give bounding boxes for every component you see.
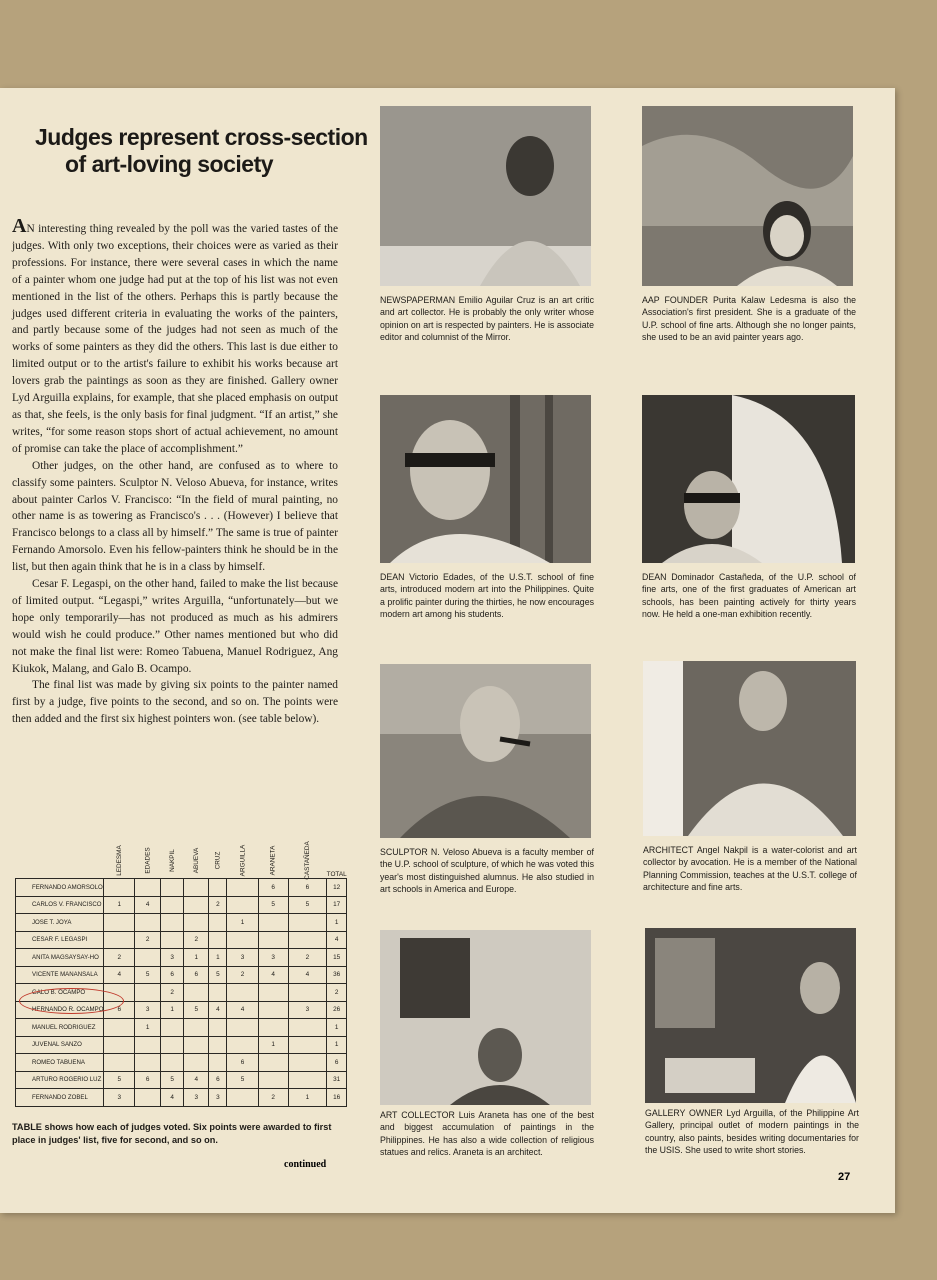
vote-cell: 5: [184, 1001, 209, 1019]
table-row: [16, 1054, 347, 1072]
vote-cell: [184, 1054, 209, 1072]
painter-name: ROMEO TABUENA: [16, 1054, 104, 1072]
vote-cell: 3: [209, 1089, 227, 1107]
header-edades: EDADES: [144, 847, 152, 874]
vote-cell: 5: [104, 1071, 135, 1089]
vote-cell: [288, 984, 327, 1002]
vote-cell: [209, 1019, 227, 1037]
vote-cell: 3: [135, 1001, 161, 1019]
vote-cell: [104, 1019, 135, 1037]
vote-cell: 1: [104, 896, 135, 914]
vote-cell: 5: [258, 896, 288, 914]
header-nakpil: NAKPIL: [168, 849, 176, 872]
vote-cell: 6: [184, 966, 209, 984]
table-row: [16, 1089, 347, 1107]
vote-cell: [184, 1019, 209, 1037]
vote-cell: [258, 931, 288, 949]
vote-cell: [184, 914, 209, 932]
vote-cell: 5: [161, 1071, 184, 1089]
table-row: [16, 914, 347, 932]
vote-cell: 4: [161, 1089, 184, 1107]
total-cell: 1: [327, 1019, 347, 1037]
vote-cell: 4: [227, 1001, 259, 1019]
vote-cell: [258, 1054, 288, 1072]
vote-cell: 1: [161, 1001, 184, 1019]
vote-cell: 5: [135, 966, 161, 984]
vote-cell: 1: [258, 1036, 288, 1054]
vote-cell: [184, 879, 209, 897]
vote-cell: [227, 1089, 259, 1107]
total-cell: 6: [327, 1054, 347, 1072]
vote-cell: [161, 896, 184, 914]
caption-castaneda: DEAN Dominador Castañeda, of the U.P. school of fine arts, one of the first graduates of American art schools, has been painting actively for thirty years now. He held a one-man exhibition recently.: [642, 572, 856, 619]
vote-cell: 4: [184, 1071, 209, 1089]
caption-cruz: NEWSPAPERMAN Emilio Aguilar Cruz is an art critic and art collector. He is probably the only writer whose opinion on art is respected by painters. He is associate editor and columnist of the Mirror.: [380, 295, 594, 342]
page-number: 27: [838, 1171, 851, 1183]
vote-cell: 4: [258, 966, 288, 984]
vote-cell: 1: [135, 1019, 161, 1037]
vote-cell: [258, 1019, 288, 1037]
vote-cell: 6: [209, 1071, 227, 1089]
vote-cell: 3: [288, 1001, 327, 1019]
vote-cell: 5: [209, 966, 227, 984]
total-cell: 4: [327, 931, 347, 949]
vote-cell: 4: [288, 966, 327, 984]
vote-cell: [184, 896, 209, 914]
vote-cell: 2: [288, 949, 327, 967]
header-abueva: ABUEVA: [192, 847, 200, 874]
painter-name: ARTURO ROGERIO LUZ: [16, 1071, 104, 1089]
vote-cell: [184, 1036, 209, 1054]
vote-cell: [209, 984, 227, 1002]
vote-cell: 2: [227, 966, 259, 984]
vote-cell: [227, 1019, 259, 1037]
vote-cell: [104, 914, 135, 932]
article-paragraph-3: Cesar F. Legaspi, on the other hand, failed to make the list because of limited output. “Legaspi,” writes Arguilla, “unfortunately—but we hope only temporarily—has not produced as much as his admirers would wish he could produce.” Other names mentioned but who did not make the final list were: Romeo Tabuena, Manuel Rodriguez, Ang Kiukok, Malang, and Galo B. Ocampo.: [12, 578, 338, 675]
caption-ledesma: AAP FOUNDER Purita Kalaw Ledesma is also the Association's first president. She is a graduate of the U.P. school of fine arts. Although she no longer paints, she used to be an avid painter years ago.: [642, 295, 856, 342]
caption-edades: DEAN Victorio Edades, of the U.S.T. school of fine arts, introduced modern art into the Philippines. Quite a prolific painter during the thirties, he now encourages modern art among his students.: [380, 572, 594, 619]
total-cell: 17: [327, 896, 347, 914]
vote-cell: 4: [135, 896, 161, 914]
table-row: [16, 896, 347, 914]
magazine-page: [0, 88, 895, 1213]
painter-name: GALO B. OCAMPO: [16, 984, 104, 1002]
photo-n-veloso-abueva: [380, 664, 591, 838]
hand-drawn-circle: [19, 988, 124, 1014]
photo-lyd-arguilla: [645, 928, 856, 1103]
vote-cell: 4: [209, 1001, 227, 1019]
vote-cell: [209, 1036, 227, 1054]
vote-cell: 6: [161, 966, 184, 984]
header-araneta: ARANETA: [269, 845, 277, 876]
vote-cell: 1: [184, 949, 209, 967]
vote-cell: [288, 1054, 327, 1072]
vote-cell: [288, 1071, 327, 1089]
article-paragraph-1: AN interesting thing revealed by the poll was the varied tastes of the judges. With only two exceptions, their choices were as varied as their professions. For instance, there were several cases in which the name of a painter whom one judge had put at the top of his list was not even mentioned in the list of the others. Perhaps this is partly because the judges used different criteria in evaluating the works of the painters, and partly because some of the judges had not seen as much of the works of some painters as they did the others. This last is due either to limited output or to the artist's failure to exhibit his works because art lovers grab the paintings as soon as they are finished. Gallery owner Lyd Arguilla explains, for example, that she placed emphasis on output as that, she feels, is the only basis for final judgment. “If an artist,” she writes, “for some reason stops short of actual achievement, no amount of promise can take the place of accomplishment.”: [12, 215, 338, 455]
vote-cell: [209, 879, 227, 897]
header-total: TOTAL: [326, 871, 347, 878]
painter-name: VICENTE MANANSALA: [16, 966, 104, 984]
vote-cell: 6: [258, 879, 288, 897]
vote-cell: [135, 1036, 161, 1054]
vote-cell: [135, 1089, 161, 1107]
vote-cell: [288, 931, 327, 949]
vote-cell: 4: [104, 966, 135, 984]
vote-cell: 2: [184, 931, 209, 949]
vote-cell: [209, 914, 227, 932]
continued-label: continued: [284, 1159, 327, 1170]
total-cell: 1: [327, 914, 347, 932]
header-ledesma: LEDESMA: [115, 845, 123, 876]
vote-cell: 3: [184, 1089, 209, 1107]
vote-cell: 3: [258, 949, 288, 967]
article-body: [12, 215, 338, 728]
total-cell: 1: [327, 1036, 347, 1054]
vote-cell: [135, 879, 161, 897]
caption-arguilla: GALLERY OWNER Lyd Arguilla, of the Philippine Art Gallery, principal outlet of modern paintings in the country, also paints, besides writing documentaries for the USIS. She used to write short stories.: [645, 1108, 859, 1155]
vote-cell: 3: [104, 1089, 135, 1107]
vote-cell: [258, 984, 288, 1002]
vote-cell: [104, 879, 135, 897]
table-row: [16, 966, 347, 984]
vote-cell: [135, 1054, 161, 1072]
vote-cell: [258, 1001, 288, 1019]
vote-cell: [227, 879, 259, 897]
caption-abueva: SCULPTOR N. Veloso Abueva is a faculty member of the U.P. school of sculpture, of which he was voted this year's most distinguished alumnus. He also studied in art schools in America and Europe.: [380, 847, 595, 894]
total-cell: 26: [327, 1001, 347, 1019]
total-cell: 12: [327, 879, 347, 897]
vote-cell: 2: [209, 896, 227, 914]
vote-cell: [135, 949, 161, 967]
table-row: [16, 949, 347, 967]
headline-line-1: Judges represent cross-section: [35, 124, 368, 150]
vote-cell: [135, 984, 161, 1002]
painter-name: JUVENAL SANZO: [16, 1036, 104, 1054]
vote-cell: 6: [227, 1054, 259, 1072]
article-paragraph-2: Other judges, on the other hand, are confused as to where to classify some painters. Sculptor N. Veloso Abueva, for instance, writes about painter Carlos V. Francisco: “In the field of mural painting, no other name is as towering as Francisco's . . . (However) I believe that Francisco belongs to a class all by himself.” The same is true of painter Fernando Amorsolo. Even his fellow-painters think he should be in the list, but then again think that he is in a class by himself.: [12, 459, 338, 574]
vote-cell: [184, 984, 209, 1002]
vote-cell: 5: [288, 896, 327, 914]
vote-cell: 1: [209, 949, 227, 967]
article-paragraph-4: The final list was made by giving six points to the painter named first by a judge, five points to the second, and so on. The points were then added and the first six highest pointers won. (see table below).: [12, 679, 338, 726]
table-caption: TABLE shows how each of judges voted. Six points were awarded to first place in judges' list, five for second, and so on.: [12, 1122, 332, 1145]
vote-cell: [227, 931, 259, 949]
table-row: [16, 879, 347, 897]
drop-cap: A: [12, 215, 27, 237]
header-arguilla: ARGUILLA: [239, 844, 247, 877]
vote-cell: [104, 1036, 135, 1054]
headline-line-2: of art-loving society: [65, 151, 274, 177]
total-cell: 31: [327, 1071, 347, 1089]
vote-cell: 1: [227, 914, 259, 932]
vote-cell: [258, 914, 288, 932]
vote-cell: [288, 1036, 327, 1054]
vote-cell: 1: [288, 1089, 327, 1107]
vote-cell: 2: [135, 931, 161, 949]
total-cell: 15: [327, 949, 347, 967]
painter-name: JOSE T. JOYA: [16, 914, 104, 932]
vote-cell: 6: [288, 879, 327, 897]
table-row: [16, 931, 347, 949]
photo-emilio-aguilar-cruz: [380, 106, 591, 286]
painter-name: FERNANDO ZOBEL: [16, 1089, 104, 1107]
votes-table: [15, 838, 347, 1107]
vote-cell: [288, 1019, 327, 1037]
vote-cell: [209, 931, 227, 949]
vote-cell: [135, 914, 161, 932]
vote-cell: [161, 1036, 184, 1054]
painter-name: MANUEL RODRIGUEZ: [16, 1019, 104, 1037]
photo-victorio-edades: [380, 395, 591, 563]
vote-cell: 2: [161, 984, 184, 1002]
header-cruz: CRUZ: [214, 851, 222, 870]
table-row: [16, 1036, 347, 1054]
vote-cell: [227, 896, 259, 914]
photo-purita-kalaw-ledesma: [642, 106, 853, 286]
vote-cell: [161, 1054, 184, 1072]
table-row: [16, 1019, 347, 1037]
total-cell: 36: [327, 966, 347, 984]
painter-name: CESAR F. LEGASPI: [16, 931, 104, 949]
headline: [35, 124, 368, 178]
photo-angel-nakpil: [643, 661, 856, 836]
total-cell: 16: [327, 1089, 347, 1107]
vote-cell: [227, 984, 259, 1002]
vote-cell: 5: [227, 1071, 259, 1089]
caption-nakpil: ARCHITECT Angel Nakpil is a water-colorist and art collector by avocation. He is a member of the National Planning Commission, teaches at the U.S.T. college of architecture and fine arts.: [643, 845, 857, 892]
photo-luis-araneta: [380, 930, 591, 1105]
vote-cell: [104, 1054, 135, 1072]
painter-name: CARLOS V. FRANCISCO: [16, 896, 104, 914]
caption-araneta: ART COLLECTOR Luis Araneta has one of the best and biggest accumulation of paintings in the Philippines. He has also a wide collection of religious statues and relics. Araneta is an architect.: [380, 1110, 594, 1157]
vote-cell: [161, 1019, 184, 1037]
vote-cell: 2: [104, 949, 135, 967]
painter-name: FERNANDO AMORSOLO: [16, 879, 104, 897]
vote-cell: 6: [135, 1071, 161, 1089]
vote-cell: [209, 1054, 227, 1072]
total-cell: 2: [327, 984, 347, 1002]
vote-cell: [288, 914, 327, 932]
painter-name: HERNANDO R. OCAMPO: [16, 1001, 104, 1019]
vote-cell: [227, 1036, 259, 1054]
vote-cell: [104, 931, 135, 949]
vote-cell: [161, 879, 184, 897]
vote-cell: 2: [258, 1089, 288, 1107]
table-header-row: [16, 838, 347, 879]
vote-cell: 3: [161, 949, 184, 967]
vote-cell: [258, 1071, 288, 1089]
photo-dominador-castaneda: [642, 395, 855, 563]
painter-name: ANITA MAGSAYSAY-HO: [16, 949, 104, 967]
vote-cell: [161, 914, 184, 932]
vote-cell: [161, 931, 184, 949]
vote-cell: 3: [227, 949, 259, 967]
header-castaneda: CASTAÑEDA: [303, 841, 311, 880]
vote-cell: 6: [104, 1001, 135, 1019]
table-row: [16, 1071, 347, 1089]
